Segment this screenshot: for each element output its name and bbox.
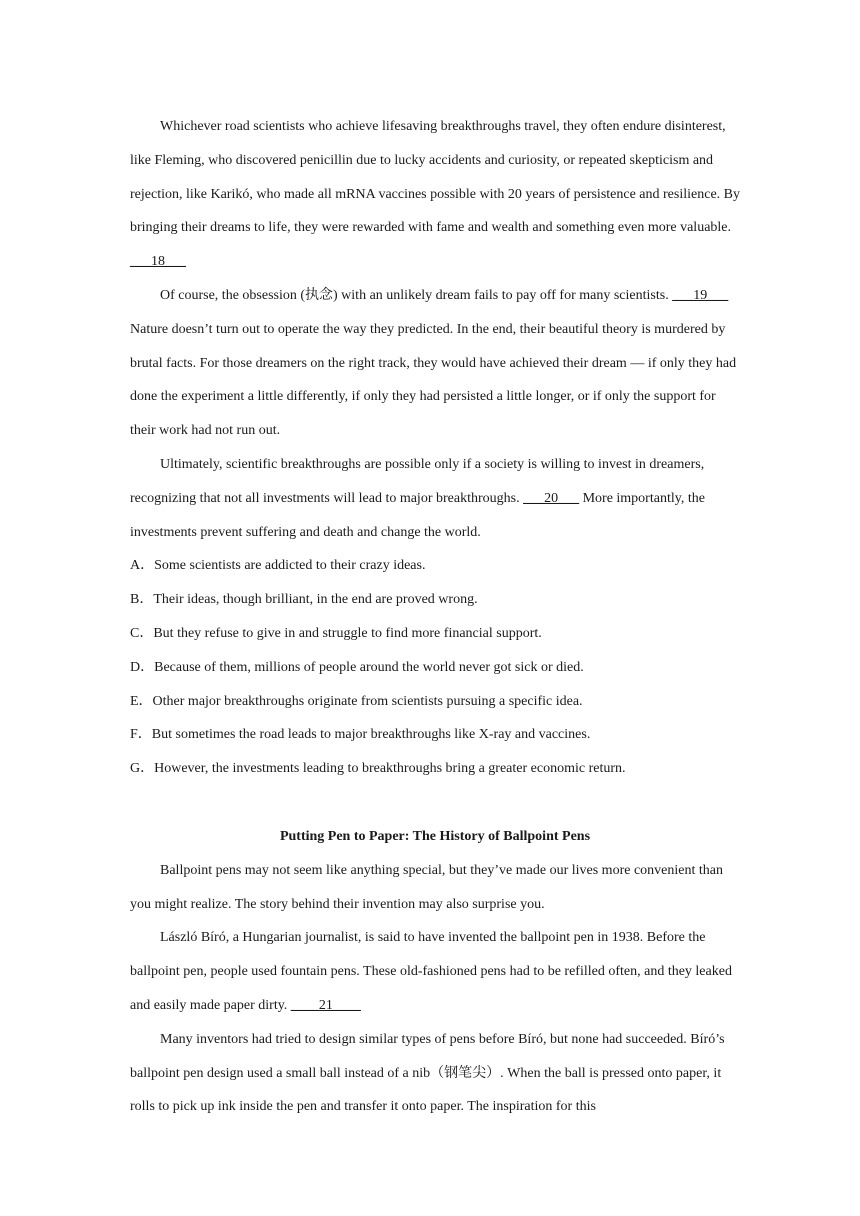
blank-19: ___19___	[672, 287, 729, 303]
blank-18: ___18___	[130, 254, 186, 270]
paragraph: Of course, the obsession (执念) with an unlikely dream fails to pay off for many scientists. ___19___ Nature doesn’t turn out to operate the way they predicted. In the end, their beautiful theory is murdered by brutal facts. For those dreamers on the right track, they would have achieved their dream — if only they had done the experiment a little differently, if only they had persisted a little longer, or if only the support for their work had not run out.	[130, 287, 737, 439]
spacer	[130, 786, 740, 820]
blank-20: ___20___	[523, 490, 580, 506]
document-page	[130, 110, 740, 1124]
paragraph: Whichever road scientists who achieve lifesaving breakthroughs travel, they often endure disinterest, like Fleming, who discovered penicillin due to lucky accidents and curiosity, or repeated skepticism and rejection, like Karikó, who made all mRNA vaccines possible with 20 years of persistence and resilience. By bringing their dreams to life, they were rewarded with fame and wealth and something even more valuable. ___18___	[130, 119, 740, 270]
option-f: F．But sometimes the road leads to major breakthroughs like X-ray and vaccines.	[130, 727, 591, 743]
blank-21: ____21____	[290, 997, 361, 1013]
option-b: B．Their ideas, though brilliant, in the end are proved wrong.	[130, 592, 478, 608]
paragraph: Ballpoint pens may not seem like anything special, but they’ve made our lives more convenient than you might realize. The story behind their invention may also surprise you.	[130, 862, 723, 912]
article-title: Putting Pen to Paper: The History of Ballpoint Pens	[279, 828, 591, 844]
paragraph: László Bíró, a Hungarian journalist, is said to have invented the ballpoint pen in 1938. Before the ballpoint pen, people used fountain pens. These old-fashioned pens had to be refilled often, and they leaked and easily made paper dirty. ____21____	[130, 930, 732, 1013]
option-a: A．Some scientists are addicted to their crazy ideas.	[130, 558, 426, 574]
option-e: E．Other major breakthroughs originate from scientists pursuing a specific idea.	[130, 693, 583, 709]
option-g: G．However, the investments leading to breakthroughs bring a greater economic return.	[130, 761, 626, 777]
option-c: C．But they refuse to give in and struggle to find more financial support.	[130, 625, 542, 641]
paragraph: Ultimately, scientific breakthroughs are possible only if a society is willing to invest in dreamers, recognizing that not all investments will lead to major breakthroughs. ___20___ More importantly, the investments prevent suffering and death and change the world.	[130, 456, 705, 540]
option-d: D．Because of them, millions of people around the world never got sick or died.	[130, 659, 584, 675]
paragraph: Many inventors had tried to design similar types of pens before Bíró, but none had succeeded. Bíró’s ballpoint pen design used a small ball instead of a nib（钢笔尖）. When the ball is pressed onto paper, it rolls to pick up ink inside the pen and transfer it onto paper. The inspiration for this	[130, 1031, 725, 1115]
